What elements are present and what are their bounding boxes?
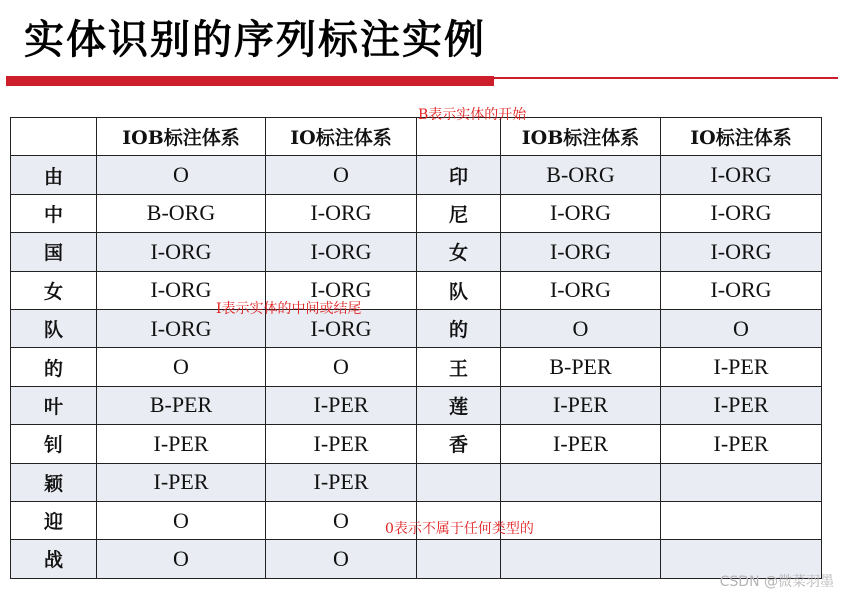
ner-table [10, 117, 822, 579]
tag-cell: O [266, 540, 417, 578]
tag-cell: I-ORG [266, 194, 417, 232]
tag-cell: I-PER [661, 348, 822, 386]
tag-cell: O [501, 309, 661, 347]
char-cell: 颖 [11, 463, 97, 501]
char-cell: 队 [417, 271, 501, 309]
tag-cell: I-PER [266, 463, 417, 501]
tag-cell [661, 463, 822, 501]
tag-cell: I-ORG [266, 309, 417, 347]
tag-cell: O [661, 309, 822, 347]
table-row [11, 309, 822, 347]
table-row [11, 271, 822, 309]
tag-cell: I-ORG [501, 233, 661, 271]
tag-cell: B-ORG [97, 194, 266, 232]
tag-cell: O [97, 501, 266, 539]
char-cell: 的 [11, 348, 97, 386]
char-cell: 中 [11, 194, 97, 232]
char-cell: 叶 [11, 386, 97, 424]
tag-cell: O [97, 540, 266, 578]
header-cell: IOB标注体系 [97, 118, 266, 156]
tag-cell [501, 540, 661, 578]
char-cell: 队 [11, 309, 97, 347]
char-cell: 王 [417, 348, 501, 386]
char-cell: 由 [11, 156, 97, 194]
tag-cell: B-PER [501, 348, 661, 386]
tag-cell [501, 463, 661, 501]
tag-cell: I-ORG [97, 271, 266, 309]
annotation-i-label: I表示实体的中间或结尾 [216, 301, 362, 317]
page-title: 实体识别的序列标注实例 [24, 16, 486, 63]
char-cell: 的 [417, 309, 501, 347]
table-row [11, 386, 822, 424]
tag-cell: O [97, 156, 266, 194]
tag-cell: I-ORG [661, 271, 822, 309]
tag-cell: I-PER [661, 425, 822, 463]
tag-cell: I-ORG [501, 271, 661, 309]
tag-cell: B-PER [97, 386, 266, 424]
header-cell: IO标注体系 [266, 118, 417, 156]
tag-cell: I-ORG [266, 233, 417, 271]
tag-cell: I-PER [266, 425, 417, 463]
table-row [11, 463, 822, 501]
char-cell [417, 540, 501, 578]
table-row [11, 233, 822, 271]
tag-cell: I-ORG [97, 233, 266, 271]
watermark: CSDN @微菜羽墨 [719, 574, 834, 590]
char-cell: 尼 [417, 194, 501, 232]
tag-cell: O [266, 501, 417, 539]
header-cell: IOB标注体系 [501, 118, 661, 156]
tag-cell: I-PER [501, 425, 661, 463]
tag-cell: I-PER [97, 463, 266, 501]
char-cell: 战 [11, 540, 97, 578]
char-cell: 女 [417, 233, 501, 271]
tag-cell: O [97, 348, 266, 386]
tag-cell: I-ORG [501, 194, 661, 232]
char-cell: 莲 [417, 386, 501, 424]
title-underline-thin [494, 77, 838, 79]
tag-cell: I-ORG [97, 309, 266, 347]
char-cell: 钊 [11, 425, 97, 463]
tag-cell: I-PER [266, 386, 417, 424]
header-cell [11, 118, 97, 156]
char-cell: 印 [417, 156, 501, 194]
table-row [11, 540, 822, 578]
char-cell [417, 463, 501, 501]
title-underline-thick [6, 76, 494, 86]
tag-cell: I-ORG [661, 156, 822, 194]
table-row [11, 194, 822, 232]
char-cell: 国 [11, 233, 97, 271]
tag-cell: I-PER [501, 386, 661, 424]
tag-cell: O [266, 348, 417, 386]
tag-cell: B-ORG [501, 156, 661, 194]
table-header-row [11, 118, 822, 156]
table-row [11, 425, 822, 463]
tag-cell [661, 501, 822, 539]
tag-cell: I-PER [97, 425, 266, 463]
char-cell: 香 [417, 425, 501, 463]
header-cell: IO标注体系 [661, 118, 822, 156]
tag-cell: I-ORG [266, 271, 417, 309]
tag-cell: O [266, 156, 417, 194]
table-row [11, 156, 822, 194]
tag-cell: I-PER [661, 386, 822, 424]
annotation-o-label: 0表示不属于任何类型的 [385, 521, 534, 537]
char-cell: 迎 [11, 501, 97, 539]
tag-cell: I-ORG [661, 233, 822, 271]
tag-cell: I-ORG [661, 194, 822, 232]
char-cell: 女 [11, 271, 97, 309]
annotation-b-label: B表示实体的开始 [418, 107, 527, 123]
table-row [11, 348, 822, 386]
